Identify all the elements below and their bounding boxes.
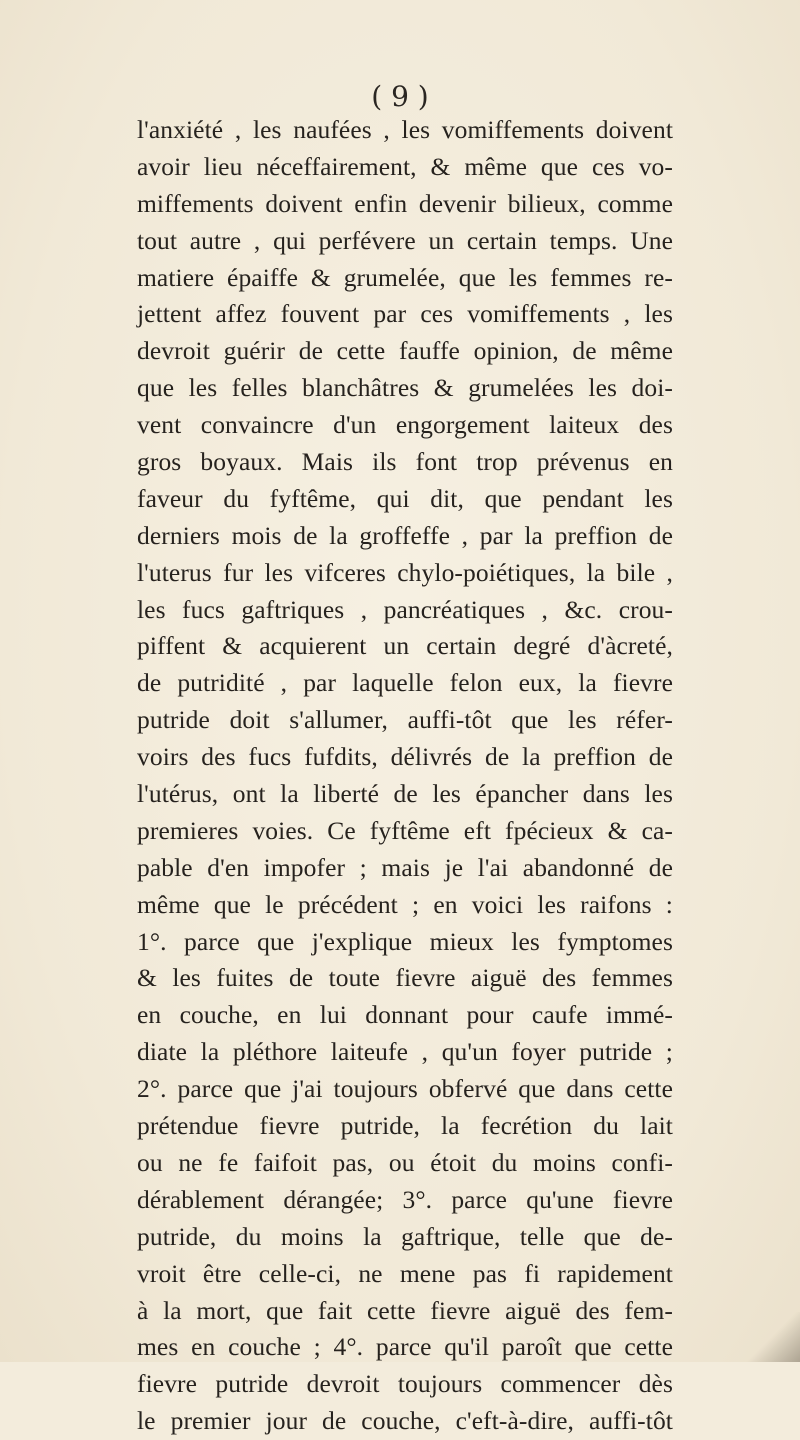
text-line: l'uterus fur les vifceres chylo-poiétiques, la bile , <box>137 557 673 587</box>
text-line: l'utérus, ont la liberté de les épancher dans les <box>137 779 673 809</box>
text-line: putride doit s'allumer, auffi-tôt que les réfer- <box>137 705 673 735</box>
text-line: vroit être celle-ci, ne mene pas fi rapidement <box>137 1258 673 1288</box>
text-line: dérablement dérangée; 3°. parce qu'une fievre <box>137 1184 673 1214</box>
text-line: même que le précédent ; en voici les raifons : <box>137 889 673 919</box>
text-line: ou ne fe faifoit pas, ou étoit du moins confi- <box>137 1147 673 1177</box>
text-line: mes en couche ; 4°. parce qu'il paroît que cette <box>137 1332 673 1362</box>
text-line: de putridité , par laquelle felon eux, la fievre <box>137 668 673 698</box>
body-text <box>137 112 673 1440</box>
text-line: prétendue fievre putride, la fecrétion du lait <box>137 1111 673 1141</box>
text-line: tout autre , qui perfévere un certain temps. Une <box>137 225 673 255</box>
text-line: à la mort, que fait cette fievre aiguë des fem- <box>137 1295 673 1325</box>
text-line: vent convaincre d'un engorgement laiteux des <box>137 410 673 440</box>
text-line: voirs des fucs fufdits, délivrés de la preffion de <box>137 742 673 772</box>
text-line: diate la pléthore laiteufe , qu'un foyer putride ; <box>137 1037 673 1067</box>
text-line: piffent & acquierent un certain degré d'àcreté, <box>137 631 673 661</box>
text-line: faveur du fyftême, qui dit, que pendant les <box>137 483 673 513</box>
text-line: avoir lieu néceffairement, & même que ces vo- <box>137 151 673 181</box>
text-line: pable d'en impofer ; mais je l'ai abandonné de <box>137 852 673 882</box>
text-line: en couche, en lui donnant pour caufe immé- <box>137 1000 673 1030</box>
text-line: derniers mois de la groffeffe , par la preffion de <box>137 520 673 550</box>
text-line: matiere épaiffe & grumelée, que les femmes re- <box>137 262 673 292</box>
text-line: les fucs gaftriques , pancréatiques , &c. crou- <box>137 594 673 624</box>
page-number: ( 9 ) <box>371 80 429 113</box>
text-line: gros boyaux. Mais ils font trop prévenus en <box>137 447 673 477</box>
text-line: jettent affez fouvent par ces vomiffements , les <box>137 299 673 329</box>
text-line: l'anxiété , les naufées , les vomiffements doivent <box>137 115 673 144</box>
text-line: 1°. parce que j'explique mieux les fymptomes <box>137 926 673 956</box>
text-line: miffements doivent enfin devenir bilieux, comme <box>137 188 673 218</box>
page-corner-shadow <box>730 1312 800 1362</box>
text-line: le premier jour de couche, c'eft-à-dire, auffi-tôt <box>137 1406 673 1436</box>
text-line: fievre putride devroit toujours commencer dès <box>137 1369 673 1399</box>
text-line: & les fuites de toute fievre aiguë des femmes <box>137 963 673 993</box>
text-line: 2°. parce que j'ai toujours obfervé que dans cette <box>137 1074 673 1104</box>
text-line: putride, du moins la gaftrique, telle que de- <box>137 1221 673 1251</box>
text-line: devroit guérir de cette fauffe opinion, de même <box>137 336 673 366</box>
text-line: premieres voies. Ce fyftême eft fpécieux & ca- <box>137 815 673 845</box>
text-line: que les felles blanchâtres & grumelées les doi- <box>137 373 673 403</box>
